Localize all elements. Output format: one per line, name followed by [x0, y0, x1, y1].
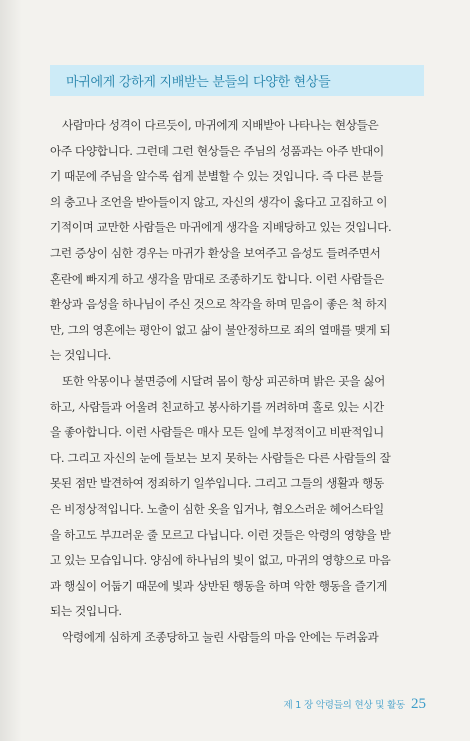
body-line: 못된 점만 발견하여 정죄하기 일쑤입니다. 그리고 그들의 생활과 행동 — [50, 476, 384, 491]
body-line: 을 좋아합니다. 이런 사람들은 매사 모든 일에 부정적이고 비판적입니 — [50, 425, 384, 440]
body-line: 은 비정상적입니다. 노출이 심한 옷을 입거나, 혐오스러운 헤어스타일 — [50, 501, 384, 516]
spine-shadow — [0, 0, 22, 741]
body-line: 만, 그의 영혼에는 평안이 없고 삶이 불안정하므로 죄의 열매를 맺게 되 — [50, 322, 391, 337]
body-line: 아주 다양합니다. 그런데 그런 현상들은 주님의 성품과는 아주 반대이 — [50, 143, 384, 158]
body-line: 는 것입니다. — [50, 348, 111, 363]
body-line: 기 때문에 주님을 알수록 쉽게 분별할 수 있는 것입니다. 즉 다른 분들 — [50, 169, 383, 184]
body-line: 과 행실이 어둡기 때문에 빛과 상반된 행동을 하며 악한 행동을 즐기게 — [50, 578, 388, 593]
running-footer-chapter: 제 1 장 악령들의 현상 및 활동 — [283, 700, 405, 711]
body-line: 되는 것입니다. — [50, 604, 122, 619]
body-line: 그런 증상이 심한 경우는 마귀가 환상을 보여주고 음성도 들려주면서 — [50, 245, 381, 260]
body-line: 또한 악몽이나 불면증에 시달려 몸이 항상 피곤하며 밝은 곳을 싫어 — [62, 373, 385, 388]
body-line: 혼란에 빠지게 하고 생각을 맘대로 조종하기도 합니다. 이런 사람들은 — [50, 271, 384, 286]
body-line: 고 있는 모습입니다. 양심에 하나님의 빛이 없고, 마귀의 영향으로 마음 — [50, 553, 391, 568]
section-heading: 마귀에게 강하게 지배받는 분들의 다양한 현상들 — [66, 75, 331, 90]
body-line: 사람마다 성격이 다르듯이, 마귀에게 지배받아 나타나는 현상들은 — [62, 118, 379, 132]
section-heading-bar — [50, 65, 424, 96]
body-line: 을 하고도 부끄러운 줄 모르고 다닙니다. 이런 것들은 악령의 영향을 받 — [50, 527, 391, 542]
body-line: 의 충고나 조언을 받아들이지 않고, 자신의 생각이 옳다고 고집하고 이 — [50, 194, 388, 209]
body-line: 환상과 음성을 하나님이 주신 것으로 착각을 하며 믿음이 좋은 척 하지 — [50, 297, 388, 312]
body-text — [50, 113, 425, 650]
body-line: 기적이며 교만한 사람들은 마귀에게 생각을 지배당하고 있는 것입니다. — [50, 220, 392, 235]
page-number: 25 — [411, 696, 426, 712]
page-footer — [283, 696, 426, 713]
body-line: 다. 그리고 자신의 눈에 들보는 보지 못하는 사람들은 다른 사람들의 잘 — [50, 450, 391, 465]
body-line: 악령에게 심하게 조종당하고 눌린 사람들의 마음 안에는 두려움과 — [62, 629, 379, 644]
body-line: 하고, 사람들과 어울려 친교하고 봉사하기를 꺼려하며 홀로 있는 시간 — [50, 399, 384, 414]
